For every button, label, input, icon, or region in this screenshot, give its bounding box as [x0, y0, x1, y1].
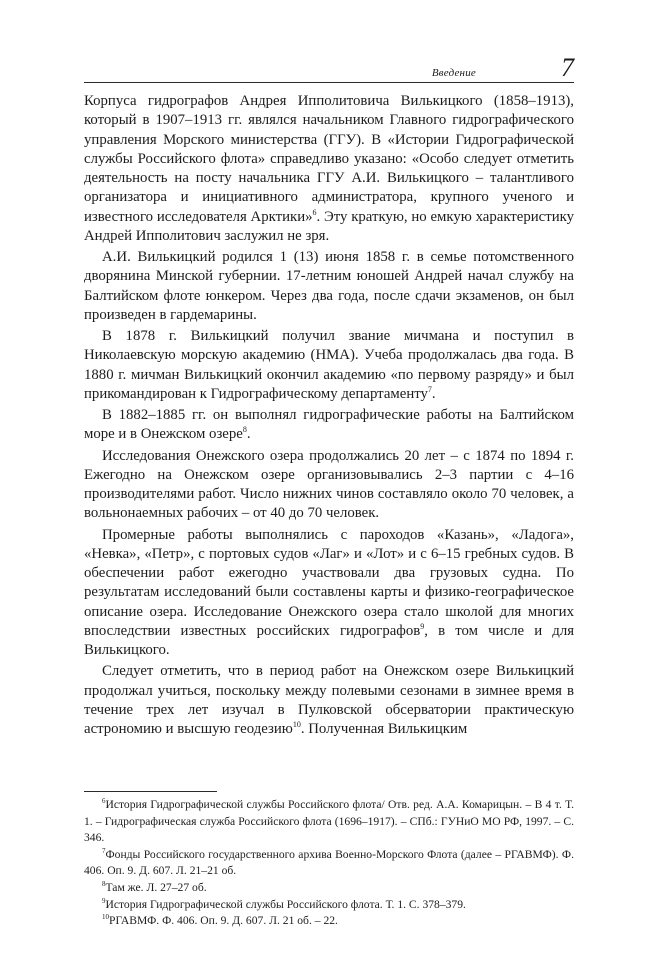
footnote-text: РГАВМФ. Ф. 406. Оп. 9. Д. 607. Л. 21 об. – 22.: [109, 914, 338, 928]
footnote-ref: 6: [312, 207, 317, 217]
footnotes: [84, 797, 574, 930]
footnote: [84, 880, 574, 897]
main-text: [84, 92, 574, 739]
paragraph: [84, 406, 574, 445]
page-number: 7: [561, 53, 574, 82]
paragraph: [84, 662, 574, 739]
footnote-number: 7: [102, 846, 106, 855]
text-run: . Эту краткую, но емкую характеристику Андрей Ипполитович заслужил не зря.: [84, 208, 574, 244]
footnote: [84, 797, 574, 847]
text-run: Следует отметить, что в период работ на Онежском озере Вилькицкий продолжал учиться, поскольку между полевыми сезонами в зимнее время в течение трех лет изучал в Пулковской обсерватории практическую астрономию и высшую геодезию: [84, 663, 574, 737]
footnote-ref: 9: [420, 621, 425, 631]
page-header: [84, 53, 574, 83]
text-run: В 1882–1885 гг. он выполнял гидрографические работы на Балтийском море и в Онежском озере: [84, 407, 574, 443]
footnote: [84, 847, 574, 880]
footnote-number: 6: [102, 797, 106, 806]
text-run: В 1878 г. Вилькицкий получил звание мичмана и поступил в Николаевскую морскую академию (НМА). Учеба продолжалась два года. В 1880 г. мичман Вилькицкий окончил академию «по первому разряду» и был прикомандирован к Гидрографическому департаменту: [84, 328, 574, 402]
text-run: . Полученная Вилькицким: [300, 721, 468, 737]
footnote-ref: 7: [427, 384, 432, 394]
text-run: Промерные работы выполнялись с пароходов «Казань», «Ладога», «Невка», «Петр», с портовых судов «Лаг» и «Лот» и с 6–15 гребных судов. В обеспечении работ ежегодно участвовали два грузовых судна. По результатам исследований были составлены карты и физико-географическое описание озера. Исследование Онежского озера стало школой для многих впоследствии известных российских гидрографов: [84, 526, 574, 639]
paragraph: [84, 526, 574, 661]
footnote-number: 9: [102, 896, 106, 905]
text-run: .: [246, 426, 251, 443]
running-head: Введение: [431, 67, 476, 79]
footnote: [84, 897, 574, 914]
paragraph: [84, 327, 574, 404]
footnote-number: 8: [102, 880, 106, 889]
text-run: , в том числе и для Вилькицкого.: [84, 622, 575, 658]
footnote-text: История Гидрографической службы Российского флота/ Отв. ред. А.А. Комарицын. – В 4 т. Т. 1. – Гидрографическая служба Российского флота (1696–1917). – СПб.: ГУНиО МО РФ, 1997. – С. 346.: [84, 798, 574, 845]
paragraph: А.И. Вилькицкий родился 1 (13) июня 1858 г. в семье потомственного дворянина Минской губернии. 17-летним юношей Андрей начал службу на Балтийском флоте юнкером. Через два года, после сдачи экзаменов, он был произведен в гардемарины.: [84, 249, 574, 323]
footnote-text: Там же. Л. 27–27 об.: [105, 880, 207, 894]
paragraph: Исследования Онежского озера продолжались 20 лет – с 1874 по 1894 г. Ежегодно на Онежском озере организовывались 2–3 партии с 4–16 производителями работ. Число нижних чинов составляло около 70 человек, а вольнонаемных рабочих – от 40 до 70 человек.: [84, 447, 574, 522]
footnote-text: История Гидрографической службы Российского флота. Т. 1. С. 378–379.: [105, 897, 466, 911]
footnote: [84, 913, 574, 930]
footnote-number: 10: [102, 913, 109, 922]
footnote-ref: 10: [292, 720, 301, 730]
footnote-ref: 8: [242, 425, 247, 435]
text-run: .: [431, 385, 436, 402]
paragraph: [84, 92, 574, 246]
footnote-divider: [84, 791, 217, 792]
footnote-text: Фонды Российского государственного архива Военно-Морского Флота (далее – РГАВМФ). Ф. 406. Оп. 9. Д. 607. Л. 21–21 об.: [84, 847, 574, 878]
text-run: Корпуса гидрографов Андрея Ипполитовича Вилькицкого (1858–1913), который в 1907–1913 гг. являлся начальником Главного гидрографического управления Морского министерства (ГГУ). В «Истории Гидрографической службы Российского флота» справедливо указано: «Особо следует отметить деятельность на посту начальника ГГУ А.И. Вилькицкого – талантливого организатора и инициативного администратора, крупного ученого и известного исследователя Арктики»: [84, 93, 574, 225]
